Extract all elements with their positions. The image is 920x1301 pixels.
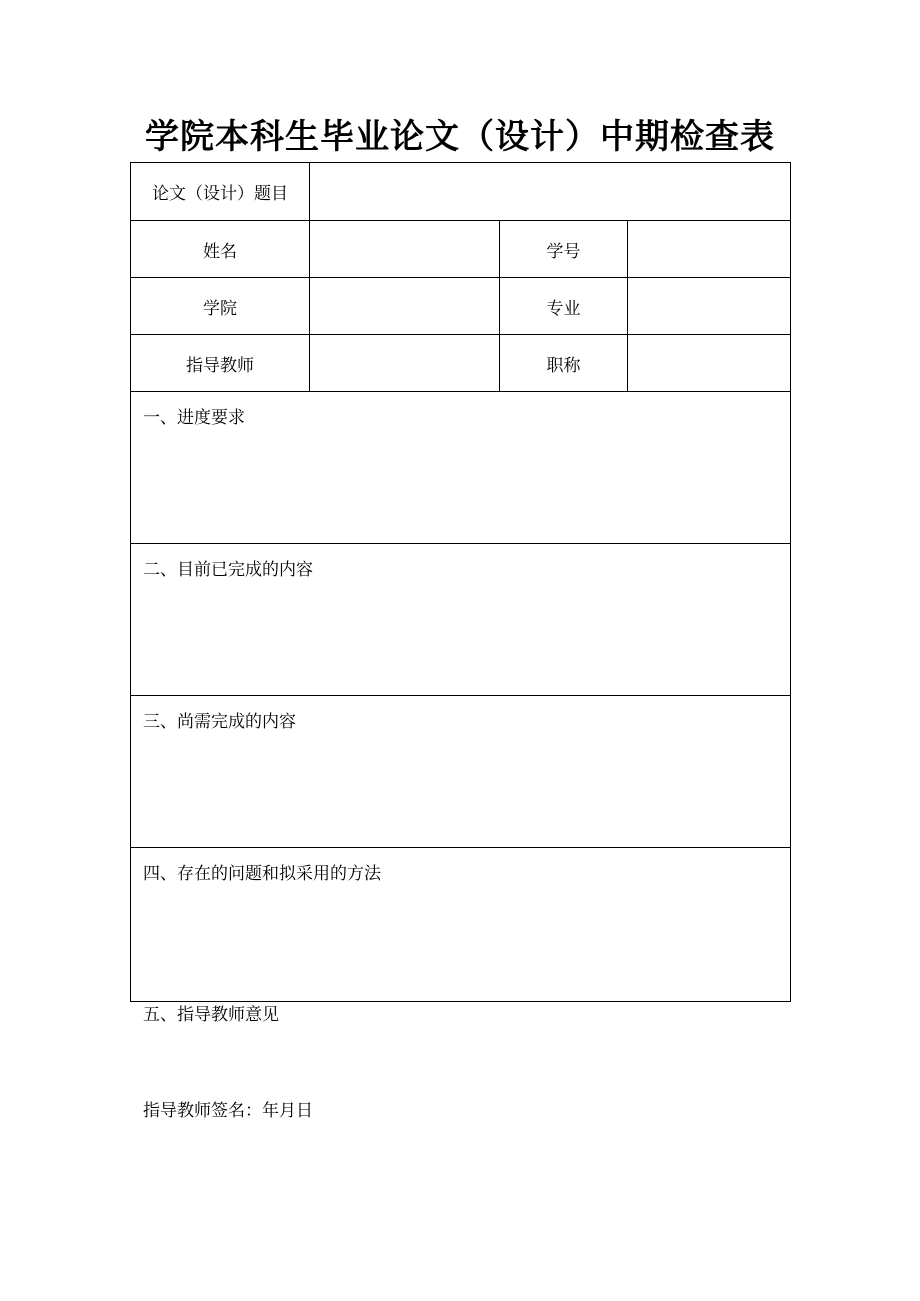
college-row bbox=[131, 278, 791, 335]
remaining-content-row bbox=[131, 696, 791, 848]
completed-content-row bbox=[131, 544, 791, 696]
section-heading: 一、进度要求 bbox=[143, 408, 245, 428]
name-row bbox=[131, 221, 791, 278]
major-field[interactable] bbox=[628, 278, 791, 335]
college-label: 学院 bbox=[131, 278, 310, 335]
student-id-label: 学号 bbox=[500, 221, 628, 278]
advisor-field[interactable] bbox=[310, 335, 500, 392]
advisor-signature-line: 指导教师签名：年月日 bbox=[143, 1101, 313, 1121]
problems-methods-section[interactable] bbox=[131, 848, 791, 1002]
advisor-label: 指导教师 bbox=[131, 335, 310, 392]
completed-content-section[interactable] bbox=[131, 544, 791, 696]
page-title: 学院本科生毕业论文（设计）中期检查表 bbox=[145, 117, 775, 157]
progress-requirements-section[interactable] bbox=[131, 392, 791, 544]
major-label: 专业 bbox=[500, 278, 628, 335]
name-field[interactable] bbox=[310, 221, 500, 278]
thesis-title-row bbox=[131, 163, 791, 221]
progress-requirements-row bbox=[131, 392, 791, 544]
title-rank-label: 职称 bbox=[500, 335, 628, 392]
section-heading: 四、存在的问题和拟采用的方法 bbox=[143, 864, 381, 884]
college-field[interactable] bbox=[310, 278, 500, 335]
section-heading: 二、目前已完成的内容 bbox=[143, 560, 313, 580]
thesis-title-label: 论文（设计）题目 bbox=[131, 163, 310, 221]
section-heading: 三、尚需完成的内容 bbox=[143, 712, 296, 732]
student-id-field[interactable] bbox=[628, 221, 791, 278]
name-label: 姓名 bbox=[131, 221, 310, 278]
midterm-check-form bbox=[130, 162, 791, 1002]
remaining-content-section[interactable] bbox=[131, 696, 791, 848]
advisor-opinion-heading: 五、指导教师意见 bbox=[143, 1005, 279, 1025]
title-rank-field[interactable] bbox=[628, 335, 791, 392]
problems-methods-row bbox=[131, 848, 791, 1002]
thesis-title-field[interactable] bbox=[310, 163, 791, 221]
advisor-row bbox=[131, 335, 791, 392]
